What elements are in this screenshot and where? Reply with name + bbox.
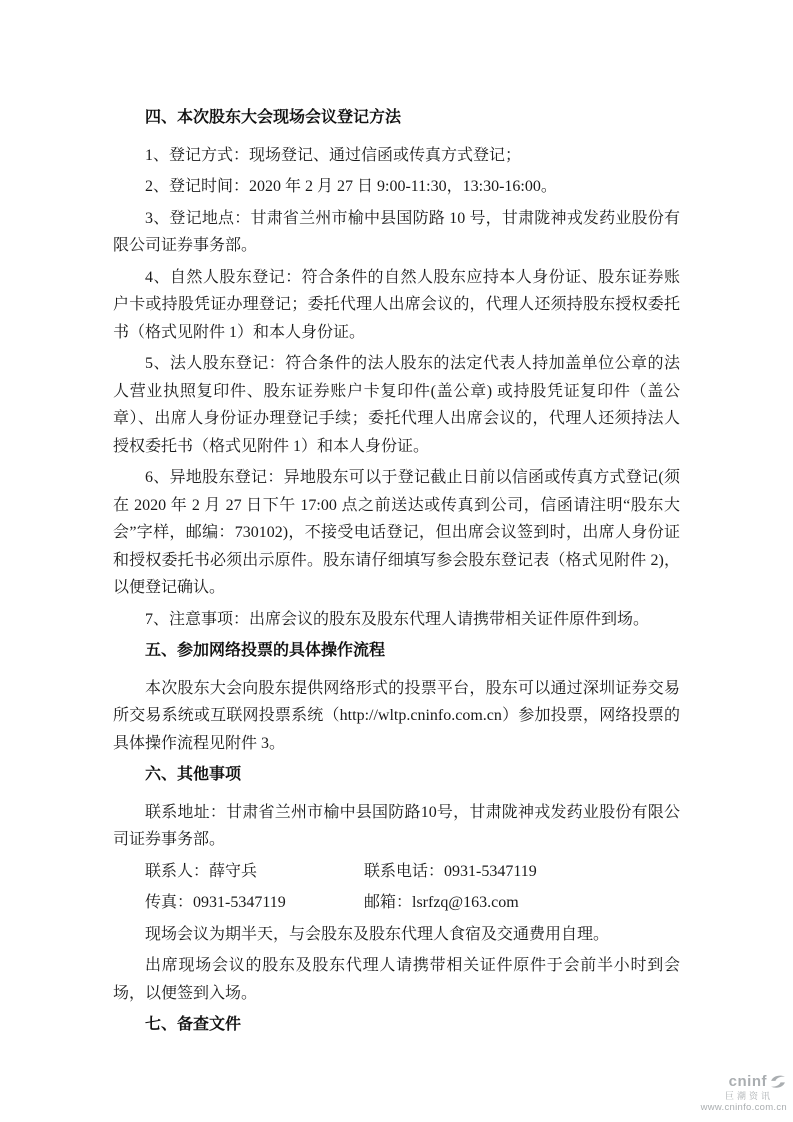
section4-item-4: 4、自然人股东登记：符合条件的自然人股东应持本人身份证、股东证券账户卡或持股凭证办理登记；委托代理人出席会议的，代理人还须持股东授权委托书（格式见附件 1）和本人身份证。 xyxy=(113,268,680,341)
section6-address: 联系地址：甘肃省兰州市榆中县国防路10号，甘肃陇神戎发药业股份有限公司证券事务部。 xyxy=(113,803,680,848)
section6-note-1: 现场会议为期半天，与会股东及股东代理人食宿及交通费用自理。 xyxy=(145,925,610,943)
cninfo-chinese-name: 巨潮资讯 xyxy=(724,1090,773,1101)
section5-heading: 五、参加网络投票的具体操作流程 xyxy=(145,642,386,659)
section5-body: 本次股东大会向股东提供网络形式的投票平台，股东可以通过深圳证券交易所交易系统或互联网投票系统（http://wltp.cninfo.com.cn）参加投票，网络投票的具体操作流程见附件 3。 xyxy=(113,679,680,752)
section4-item-1: 1、登记方式：现场登记、通过信函或传真方式登记； xyxy=(145,146,522,164)
contact-row-2 xyxy=(113,889,680,917)
section4-item-6: 6、异地股东登记：异地股东可以于登记截止日前以信函或传真方式登记(须在 2020 年 2 月 27 日下午 17:00 点之前送达或传真到公司，信函请注明“股东大会”字样，邮编：730102)，不接受电话登记，但出席会议签到时，出席人身份证和授权委托书必须出示原件。股东请仔细填写参会股东登记表（格式见附件 2)，以便登记确认。 xyxy=(113,469,680,596)
section4-item-5: 5、法人股东登记：符合条件的法人股东的法定代表人持加盖单位公章的法人营业执照复印件、股东证券账户卡复印件(盖公章) 或持股凭证复印件（盖公章）、出席人身份证办理登记手续；委托代理人出席会议的，代理人还须持法人授权委托书（格式见附件 1）和本人身份证。 xyxy=(113,355,680,455)
cninfo-brand-text: cninf xyxy=(728,1073,767,1090)
section4-heading: 四、本次股东大会现场会议登记方法 xyxy=(145,109,402,126)
section7-heading: 七、备查文件 xyxy=(145,1016,242,1033)
section4-item-3: 3、登记地点：甘肃省兰州市榆中县国防路 10 号，甘肃陇神戎发药业股份有限公司证券事务部。 xyxy=(113,209,680,254)
contact-row-1 xyxy=(113,858,680,886)
cninfo-swirl-icon xyxy=(769,1074,787,1090)
contact-person: 联系人：薛守兵 xyxy=(145,862,258,880)
cninfo-url-text: www.cninfo.com.cn xyxy=(700,1102,787,1114)
contact-fax: 传真：0931-5347119 xyxy=(145,894,286,911)
document-content xyxy=(113,100,680,1049)
cninfo-watermark xyxy=(677,1074,787,1114)
cninfo-brand-row xyxy=(677,1074,787,1091)
section4-item-7: 7、注意事项：出席会议的股东及股东代理人请携带相关证件原件到场。 xyxy=(145,610,650,628)
contact-email: 邮箱：lsrfzq@163.com xyxy=(364,894,519,911)
section6-note-2: 出席现场会议的股东及股东代理人请携带相关证件原件于会前半小时到会场，以便签到入场。 xyxy=(113,957,680,1002)
section4-item-2: 2、登记时间：2020 年 2 月 27 日 9:00-11:30，13:30-16:00。 xyxy=(145,178,557,195)
section6-heading: 六、其他事项 xyxy=(145,766,242,783)
contact-phone: 联系电话：0931-5347119 xyxy=(364,862,537,880)
